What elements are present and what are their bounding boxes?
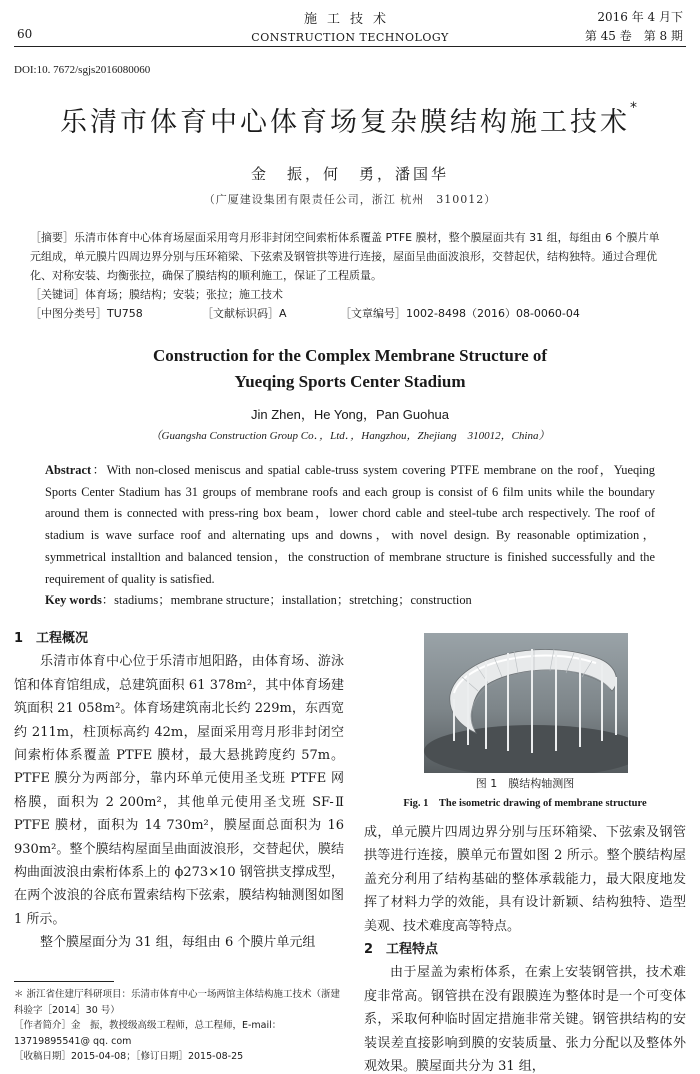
clc-field bbox=[30, 304, 202, 323]
clc-value: TU758 bbox=[107, 307, 143, 320]
title-en-line-2: Yueqing Sports Center Stadium bbox=[234, 372, 466, 391]
volume-issue: 第 45 卷 第 8 期 bbox=[584, 29, 683, 43]
header-divider bbox=[14, 46, 686, 47]
section-2-heading: 2 工程特点 bbox=[364, 942, 439, 958]
title-footnote-mark: * bbox=[630, 100, 640, 116]
section-1-paragraph-1: 乐清市体育中心位于乐清市旭阳路，由体育场、游泳馆和体育馆组成，总建筑面积 61 378m²，其中体育场建筑面积 21 058m²。体育场建筑南北长约 229m，东西宽约 211m，柱顶标高约 42m，屋面采用弯月形非封闭空间索桁体系覆盖 PTFE 膜材，最大悬挑跨度约 57m。PTFE 膜分为两部分，靠内环单元使用圣戈班 PTFE 网格膜，面积为 2 200m²，其他单元使用圣戈班 SF-Ⅱ PTFE 膜材，面积为 14 730m²，膜屋面总面积为 16 930m²。整个膜结构屋面呈曲面波浪形，交替起伏，膜结构曲面波浪由索桁体系上的 ϕ273×10 钢管拱支撑成型，在两个波浪的谷底布置索结构下弦索，膜结构轴测图如图 1 所示。 bbox=[14, 654, 344, 927]
journal-name-en: CONSTRUCTION TECHNOLOGY bbox=[251, 31, 449, 44]
abstract-cn-label: ［摘要］ bbox=[30, 231, 74, 244]
article-no-label: ［文章编号］ bbox=[340, 307, 406, 320]
footnote-divider bbox=[14, 981, 114, 982]
article-no-value: 1002-8498（2016）08-0060-04 bbox=[406, 307, 580, 320]
doi-link[interactable]: DOI:10. 7672/sgjs2016080060 bbox=[14, 64, 151, 76]
figure-caption-cn: 图 1 膜结构轴测图 bbox=[475, 777, 575, 790]
footnote-dates: ［收稿日期］2015-04-08；［修订日期］2015-08-25 bbox=[14, 1051, 244, 1062]
section-1-paragraph-2: 整个膜屋面分为 31 组，每组由 6 个膜片单元组 bbox=[40, 935, 316, 951]
membrane-structure-figure bbox=[424, 633, 628, 773]
footnotes bbox=[14, 987, 344, 1065]
doc-code-field bbox=[202, 304, 340, 323]
figure-caption-en: Fig. 1 The isometric drawing of membrane structure bbox=[403, 798, 647, 809]
keywords-en-text: ：stadiums；membrane structure；installation；stretching；construction bbox=[101, 593, 472, 608]
authors-en: Jin Zhen，He Yong，Pan Guohua bbox=[250, 407, 450, 422]
clc-label: ［中图分类号］ bbox=[30, 307, 107, 320]
abstract-cn-block bbox=[30, 228, 670, 323]
body-column-left bbox=[14, 627, 344, 955]
article-no-field bbox=[340, 304, 580, 323]
doc-code-label: ［文献标识码］ bbox=[202, 307, 279, 320]
page-title-cn bbox=[0, 100, 700, 139]
abstract-en-text: ：With non-closed meniscus and spatial cable-truss system covering PTFE membrane on the roof，Yueqing Sports Center Stadium has 31 groups of membrane roofs and each group is consist of 6 film units while the boundary around them is connected with press-ring box beam，lower chord cable and steel-tube arch respectively. The roof of stadium is wave surface roof and alternating ups and downs，with novel design. By reasonable optimization，symmetrical installtion and balanced tension，the construction of membrane structure is finished successfully and the requirement of quality is satisfied. bbox=[45, 463, 655, 586]
abstract-cn bbox=[30, 228, 670, 285]
journal-name-cn: 施工技术 bbox=[303, 12, 396, 27]
page-number: 60 bbox=[17, 27, 33, 41]
doc-code-value: A bbox=[279, 307, 287, 320]
abstract-en-block bbox=[45, 460, 655, 612]
section-1-heading: 1 工程概况 bbox=[14, 631, 89, 646]
keywords-en-label: Key words bbox=[45, 593, 102, 608]
title-cn-text: 乐清市体育中心体育场复杂膜结构施工技术 bbox=[60, 107, 630, 138]
classification-row bbox=[30, 304, 670, 323]
issue-info bbox=[585, 8, 683, 46]
body-column-right bbox=[364, 821, 686, 1074]
footnote-author: ［作者简介］金 振，教授级高级工程师，总工程师，E-mail：13719895541@ qq. com bbox=[14, 1020, 282, 1047]
footnote-fund: ＊ 浙江省住建厅科研项目：乐清市体育中心一场两馆主体结构施工技术（浙建科验字［2014］30 号） bbox=[14, 989, 341, 1016]
keywords-en bbox=[45, 590, 655, 612]
abstract-cn-text: 乐清市体育中心体育场屋面采用弯月形非封闭空间索桁体系覆盖 PTFE 膜材，整个膜屋面共有 31 组，每组由 6 个膜片单元组成，单元膜片四周边界分别与压环箱梁、下弦索及钢管拱等进行连接，屋面呈曲面波浪形，交替起伏，结构独特。通过合理优化、对称安装、均衡张拉，确保了膜结构的顺利施工，保证了工程质量。 bbox=[30, 231, 660, 282]
keywords-cn-label: ［关键词］ bbox=[30, 288, 85, 301]
journal-header bbox=[200, 8, 500, 44]
issue-date: 2016 年 4 月下 bbox=[597, 10, 683, 24]
abstract-en bbox=[45, 460, 655, 590]
authors-cn: 金 振，何 勇，潘国华 bbox=[250, 165, 449, 183]
abstract-en-label: Abstract bbox=[45, 463, 92, 477]
keywords-cn bbox=[30, 285, 670, 304]
section-1-paragraph-2-continued: 成，单元膜片四周边界分别与压环箱梁、下弦索及钢管拱等进行连接，膜单元布置如图 2 所示。整个膜结构屋盖充分利用了结构基础的整体承载能力，最大限度地发挥了材料力学的效能，具有设计新颖、结构独特、造型美观、技术难度高等特点。 bbox=[364, 825, 686, 934]
title-en-line-1: Construction for the Complex Membrane Structure of bbox=[152, 346, 548, 365]
stadium-illustration bbox=[424, 633, 628, 773]
affiliation-cn: （广厦建设集团有限责任公司，浙江 杭州 310012） bbox=[203, 193, 497, 206]
page-title-en bbox=[0, 343, 700, 395]
affiliation-en: （Guangsha Construction Group Co．，Ltd．，Hangzhou，Zhejiang 310012，China） bbox=[150, 430, 550, 442]
keywords-cn-text: 体育场；膜结构；安装；张拉；施工技术 bbox=[85, 288, 283, 301]
section-2-paragraph-1: 由于屋盖为索桁体系，在索上安装钢管拱，技术难度非常高。钢管拱在没有跟膜连为整体时是一个可变体系，采取何种临时固定措施非常关键。钢管拱结构的安装误差直接影响到膜的安装质量、张力分配以及整体外观效果。膜屋面共分为 31 组， bbox=[364, 965, 686, 1074]
